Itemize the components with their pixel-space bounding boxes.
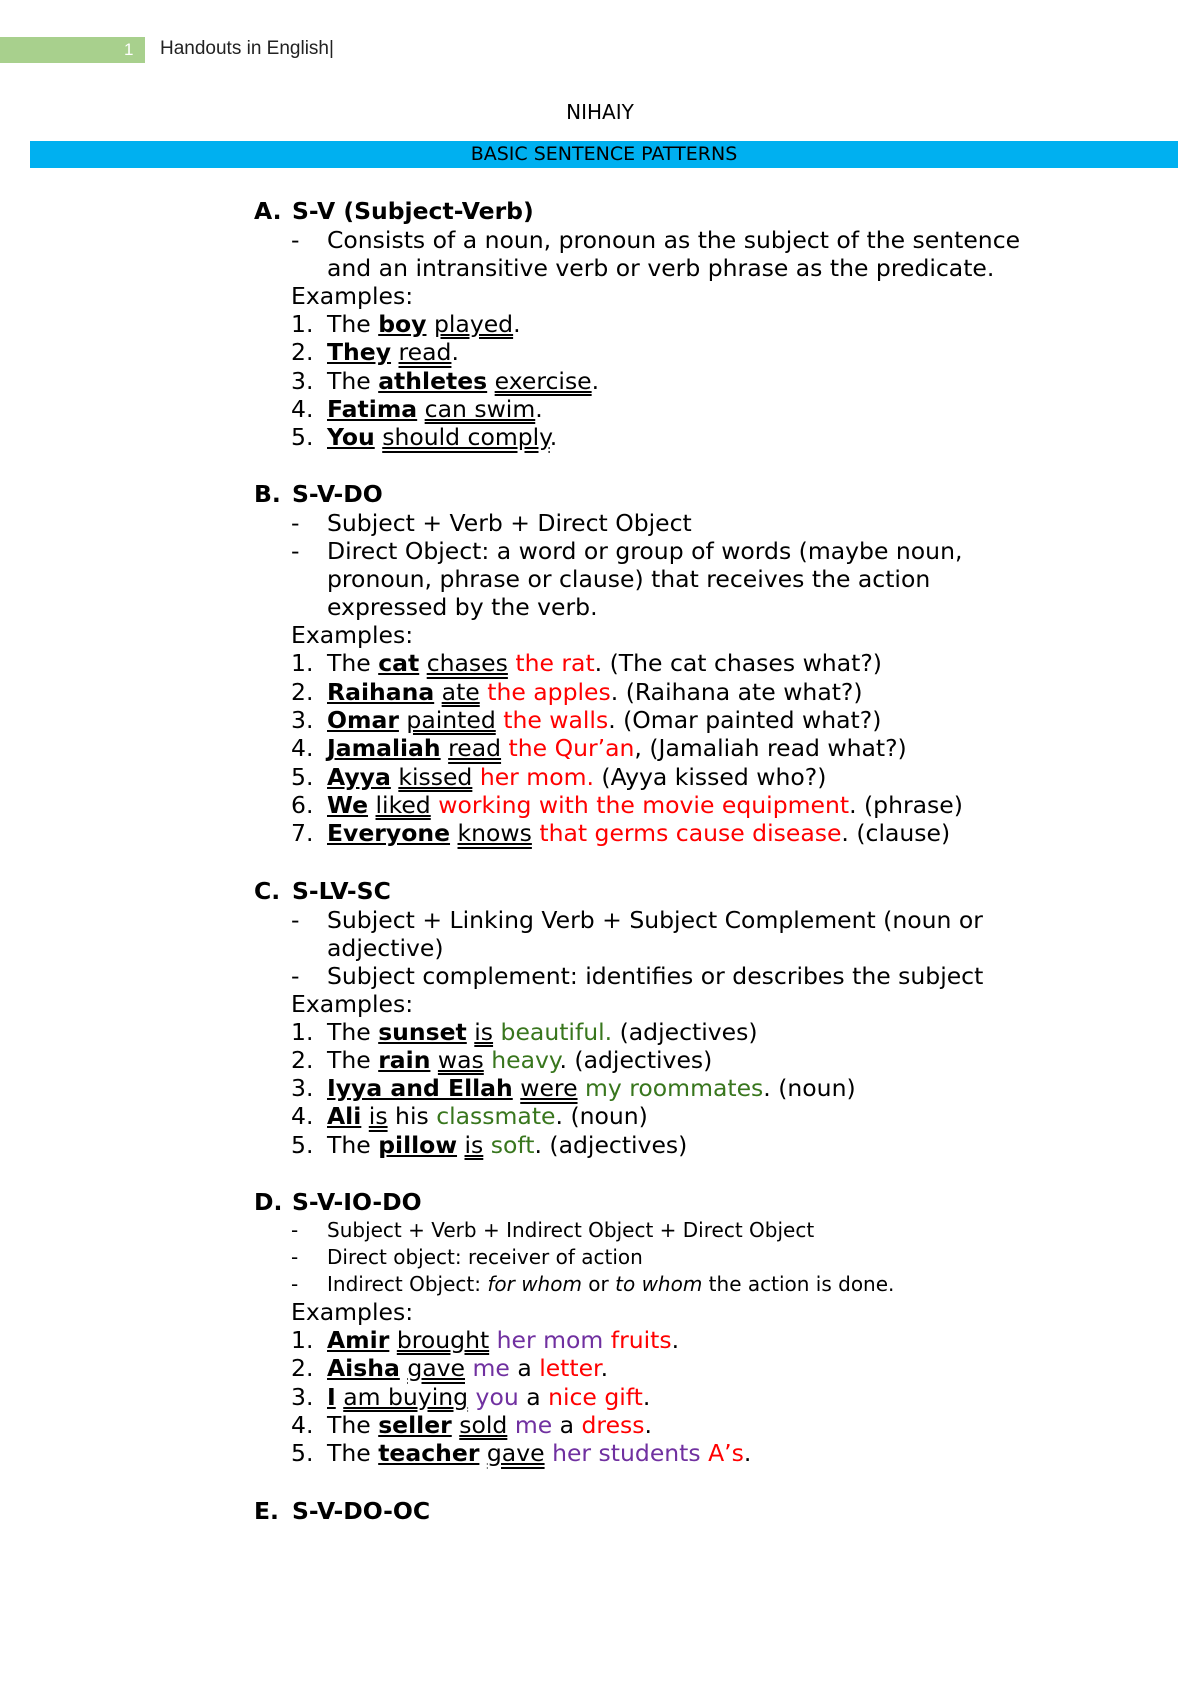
document-title: NIHAIY xyxy=(566,100,634,124)
section-banner: BASIC SENTENCE PATTERNS xyxy=(30,141,1178,168)
example-sentence: 3. The athletes exercise. xyxy=(291,366,600,395)
example-sentence: 3. Iyya and Ellah were my roommates. (noun) xyxy=(291,1074,856,1103)
definition-line: - Subject + Verb + Direct Object xyxy=(254,509,1154,537)
example-sentence: 5. You should comply. xyxy=(291,423,558,452)
example-sentence: 3. I am buying you a nice gift. xyxy=(291,1382,651,1411)
section-heading: C. S-LV-SC xyxy=(254,876,391,905)
definition-line: - Direct object: receiver of action xyxy=(254,1244,1154,1271)
examples-label: Examples: xyxy=(291,282,414,310)
section-e xyxy=(254,1496,1154,1526)
section-heading: E. S-V-DO-OC xyxy=(254,1496,431,1525)
example-sentence: 4. The seller sold me a dress. xyxy=(291,1410,653,1439)
header-title: Handouts in English| xyxy=(160,38,334,59)
example-sentence: 1. Amir brought her mom fruits. xyxy=(291,1326,680,1355)
section-a xyxy=(254,196,1154,451)
definition-line: - Subject complement: identifies or describes the subject xyxy=(254,962,1154,990)
example-sentence: 1. The sunset is beautiful. (adjectives) xyxy=(291,1017,758,1046)
examples-label: Examples: xyxy=(291,621,414,650)
example-sentence: 1. The cat chases the rat. (The cat chases what?) xyxy=(291,649,882,678)
section-heading: D. S-V-IO-DO xyxy=(254,1188,422,1217)
section-heading: A. S-V (Subject-Verb) xyxy=(254,197,534,225)
example-sentence: 2. Aisha gave me a letter. xyxy=(291,1354,609,1383)
definition-line: - Indirect Object: for whom or to whom the action is done. xyxy=(254,1271,1154,1298)
section-d xyxy=(254,1187,1154,1467)
example-sentence: 5. Ayya kissed her mom. (Ayya kissed who?) xyxy=(291,762,827,791)
page-number: 1 xyxy=(124,40,134,59)
examples-label: Examples: xyxy=(291,989,414,1018)
example-sentence: 2. Raihana ate the apples. (Raihana ate what?) xyxy=(291,677,863,706)
section-c xyxy=(254,876,1154,1159)
example-sentence: 5. The pillow is soft. (adjectives) xyxy=(291,1130,688,1159)
document-body xyxy=(254,196,1154,1526)
example-sentence: 6. We liked working with the movie equipment. (phrase) xyxy=(291,790,963,819)
definition-line: - Subject + Verb + Indirect Object + Direct Object xyxy=(254,1217,1154,1244)
example-sentence: 2. They read. xyxy=(291,338,459,367)
example-sentence: 7. Everyone knows that germs cause disease. (clause) xyxy=(291,819,951,848)
examples-label: Examples: xyxy=(291,1298,414,1327)
example-sentence: 3. Omar painted the walls. (Omar painted what?) xyxy=(291,706,882,735)
section-b xyxy=(254,479,1154,847)
example-sentence: 4. Jamaliah read the Qur’an, (Jamaliah read what?) xyxy=(291,734,907,763)
example-sentence: 4. Fatima can swim. xyxy=(291,394,543,423)
example-sentence: 2. The rain was heavy. (adjectives) xyxy=(291,1045,713,1074)
definition-line: - Subject + Linking Verb + Subject Complement (noun or adjective) xyxy=(254,906,1154,962)
example-sentence: 1. The boy played. xyxy=(291,310,521,338)
example-sentence: 4. Ali is his classmate. (noun) xyxy=(291,1102,648,1131)
definition-line: - Direct Object: a word or group of words (maybe noun, pronoun, phrase or clause) that receives the action expressed by the verb. xyxy=(254,537,1154,621)
section-heading: B. S-V-DO xyxy=(254,480,383,509)
definition-line: - Consists of a noun, pronoun as the subject of the sentence and an intransitive verb or verb phrase as the predicate. xyxy=(254,226,1154,282)
example-sentence: 5. The teacher gave her students A’s. xyxy=(291,1439,752,1468)
